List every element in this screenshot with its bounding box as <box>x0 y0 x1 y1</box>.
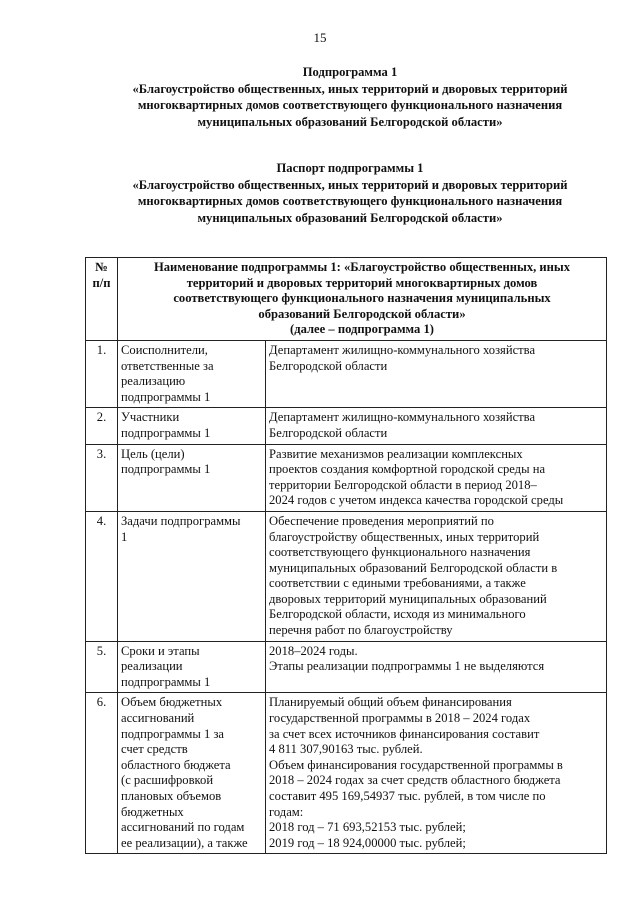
page-number: 15 <box>313 30 327 45</box>
row-number-cell: 5. <box>86 641 118 693</box>
row-name-line: Задачи подпрограммы <box>121 513 241 528</box>
table-row <box>86 693 607 854</box>
header-number-line: п/п <box>92 275 111 290</box>
row-value-cell <box>266 641 607 693</box>
header-title-line: (далее – подпрограмма 1) <box>290 322 434 337</box>
table-row <box>86 444 607 511</box>
row-name-line: подпрограммы 1 <box>121 674 211 689</box>
subprogram-title-line: «Благоустройство общественных, иных территорий и дворовых территорий <box>132 81 568 96</box>
row-value-line: соответствии с едиными требованиями, а также <box>269 576 526 591</box>
row-name-cell <box>118 408 266 444</box>
row-number-cell: 3. <box>86 444 118 511</box>
header-title-line: соответствующего функционального назначения муниципальных <box>173 291 551 306</box>
header-title-line: образований Белгородской области» <box>258 306 466 321</box>
row-value-line: 2018 год – 71 693,52153 тыс. рублей; <box>269 820 466 835</box>
row-value-line: Белгородской области, исходя из минимального <box>269 607 526 622</box>
row-value-line: Планируемый общий объем финансирования <box>269 695 512 710</box>
row-name-cell <box>118 444 266 511</box>
row-value-line: 2018–2024 годы. <box>269 643 358 658</box>
row-name-cell <box>118 340 266 407</box>
row-value-line: Белгородской области <box>269 425 388 440</box>
row-name-line: подпрограммы 1 за <box>121 726 225 741</box>
row-name-line: Объем бюджетных <box>121 695 223 710</box>
row-value-cell <box>266 408 607 444</box>
row-value-line: составит 495 169,54937 тыс. рублей, в том числе по <box>269 789 546 803</box>
row-value-cell <box>266 511 607 641</box>
row-value-line: муниципальных образований Белгородской области в <box>269 560 558 575</box>
row-value-line: 4 811 307,90163 тыс. рублей. <box>269 742 423 757</box>
row-value-line: 2019 год – 18 924,00000 тыс. рублей; <box>269 835 466 850</box>
row-name-line: ответственные за <box>121 358 214 373</box>
row-value-line: годам: <box>269 804 304 819</box>
row-name-line: подпрограммы 1 <box>121 425 211 440</box>
passport-title-line: многоквартирных домов соответствующего функционального назначения <box>137 194 563 208</box>
row-name-line: Сроки и этапы <box>121 643 200 658</box>
subprogram-title-line: многоквартирных домов соответствующего функционального назначения <box>137 98 563 112</box>
table-row <box>86 408 607 444</box>
table-header-row <box>86 258 607 341</box>
row-value-line: 2024 годов с учетом индекса качества городской среды <box>269 493 564 508</box>
passport-title <box>80 160 620 226</box>
row-name-line: подпрограммы 1 <box>121 389 211 404</box>
row-name-line: Участники <box>121 410 180 425</box>
table-row <box>86 641 607 693</box>
row-name-line: реализации <box>121 659 183 674</box>
row-value-line: Развитие механизмов реализации комплексных <box>269 446 523 461</box>
row-name-line: 1 <box>121 529 128 544</box>
row-value-line: 2018 – 2024 годах за счет средств областного бюджета <box>269 773 561 788</box>
row-number-cell: 1. <box>86 340 118 407</box>
row-value-line: Департамент жилищно-коммунального хозяйства <box>269 410 536 425</box>
row-name-line: ассигнований по годам <box>121 820 245 835</box>
row-value-line: Этапы реализации подпрограммы 1 не выделяются <box>269 659 545 674</box>
row-value-line: Департамент жилищно-коммунального хозяйства <box>269 342 536 357</box>
row-value-line: Белгородской области <box>269 358 388 373</box>
row-value-line: проектов создания комфортной городской среды на <box>269 462 546 477</box>
header-number-line: № <box>95 260 108 274</box>
row-number-cell: 2. <box>86 408 118 444</box>
header-title-line: Наименование подпрограммы 1: «Благоустройство общественных, иных <box>153 260 571 274</box>
row-number-cell: 4. <box>86 511 118 641</box>
row-value-line: Объем финансирования государственной программы в <box>269 757 563 772</box>
row-value-cell <box>266 693 607 854</box>
row-value-line: территории Белгородской области в период 2018– <box>269 477 537 492</box>
row-name-cell <box>118 641 266 693</box>
row-name-line: (с расшифровкой <box>121 773 214 788</box>
row-name-cell <box>118 511 266 641</box>
row-name-line: бюджетных <box>121 804 184 819</box>
row-value-line: государственной программы в 2018 – 2024 годах <box>269 711 531 726</box>
row-name-line: подпрограммы 1 <box>121 462 211 477</box>
row-name-line: ее реализации), а также <box>121 835 248 850</box>
row-value-cell <box>266 444 607 511</box>
table-row <box>86 511 607 641</box>
passport-table <box>85 257 607 854</box>
row-name-line: реализацию <box>121 374 186 389</box>
row-value-line: за счет всех источников финансирования составит <box>269 726 540 741</box>
row-name-line: Соисполнители, <box>121 342 208 357</box>
row-number-cell: 6. <box>86 693 118 854</box>
header-title-cell <box>118 258 607 341</box>
row-name-line: ассигнований <box>121 711 195 726</box>
subprogram-title-line: Подпрограмма 1 <box>302 65 398 79</box>
row-name-line: областного бюджета <box>121 757 231 772</box>
header-title-line: территорий и дворовых территорий многоквартирных домов <box>186 275 538 290</box>
row-name-line: Цель (цели) <box>121 446 185 461</box>
header-number-cell <box>86 258 118 341</box>
passport-title-line: Паспорт подпрограммы 1 <box>276 161 424 175</box>
subprogram-title <box>80 64 620 130</box>
row-value-line: дворовых территорий муниципальных образований <box>269 591 547 606</box>
passport-title-line: муниципальных образований Белгородской области» <box>197 210 503 225</box>
row-value-line: Обеспечение проведения мероприятий по <box>269 513 494 528</box>
subprogram-title-line: муниципальных образований Белгородской области» <box>197 114 503 129</box>
row-value-line: соответствующего функционального назначения <box>269 545 531 560</box>
row-name-line: счет средств <box>121 742 188 757</box>
row-value-line: перечня работ по благоустройству <box>269 623 453 638</box>
row-name-cell <box>118 693 266 854</box>
row-value-cell <box>266 340 607 407</box>
passport-title-line: «Благоустройство общественных, иных территорий и дворовых территорий <box>132 177 568 192</box>
row-name-line: плановых объемов <box>121 789 222 803</box>
row-value-line: благоустройству общественных, иных территорий <box>269 529 540 544</box>
table-row <box>86 340 607 407</box>
